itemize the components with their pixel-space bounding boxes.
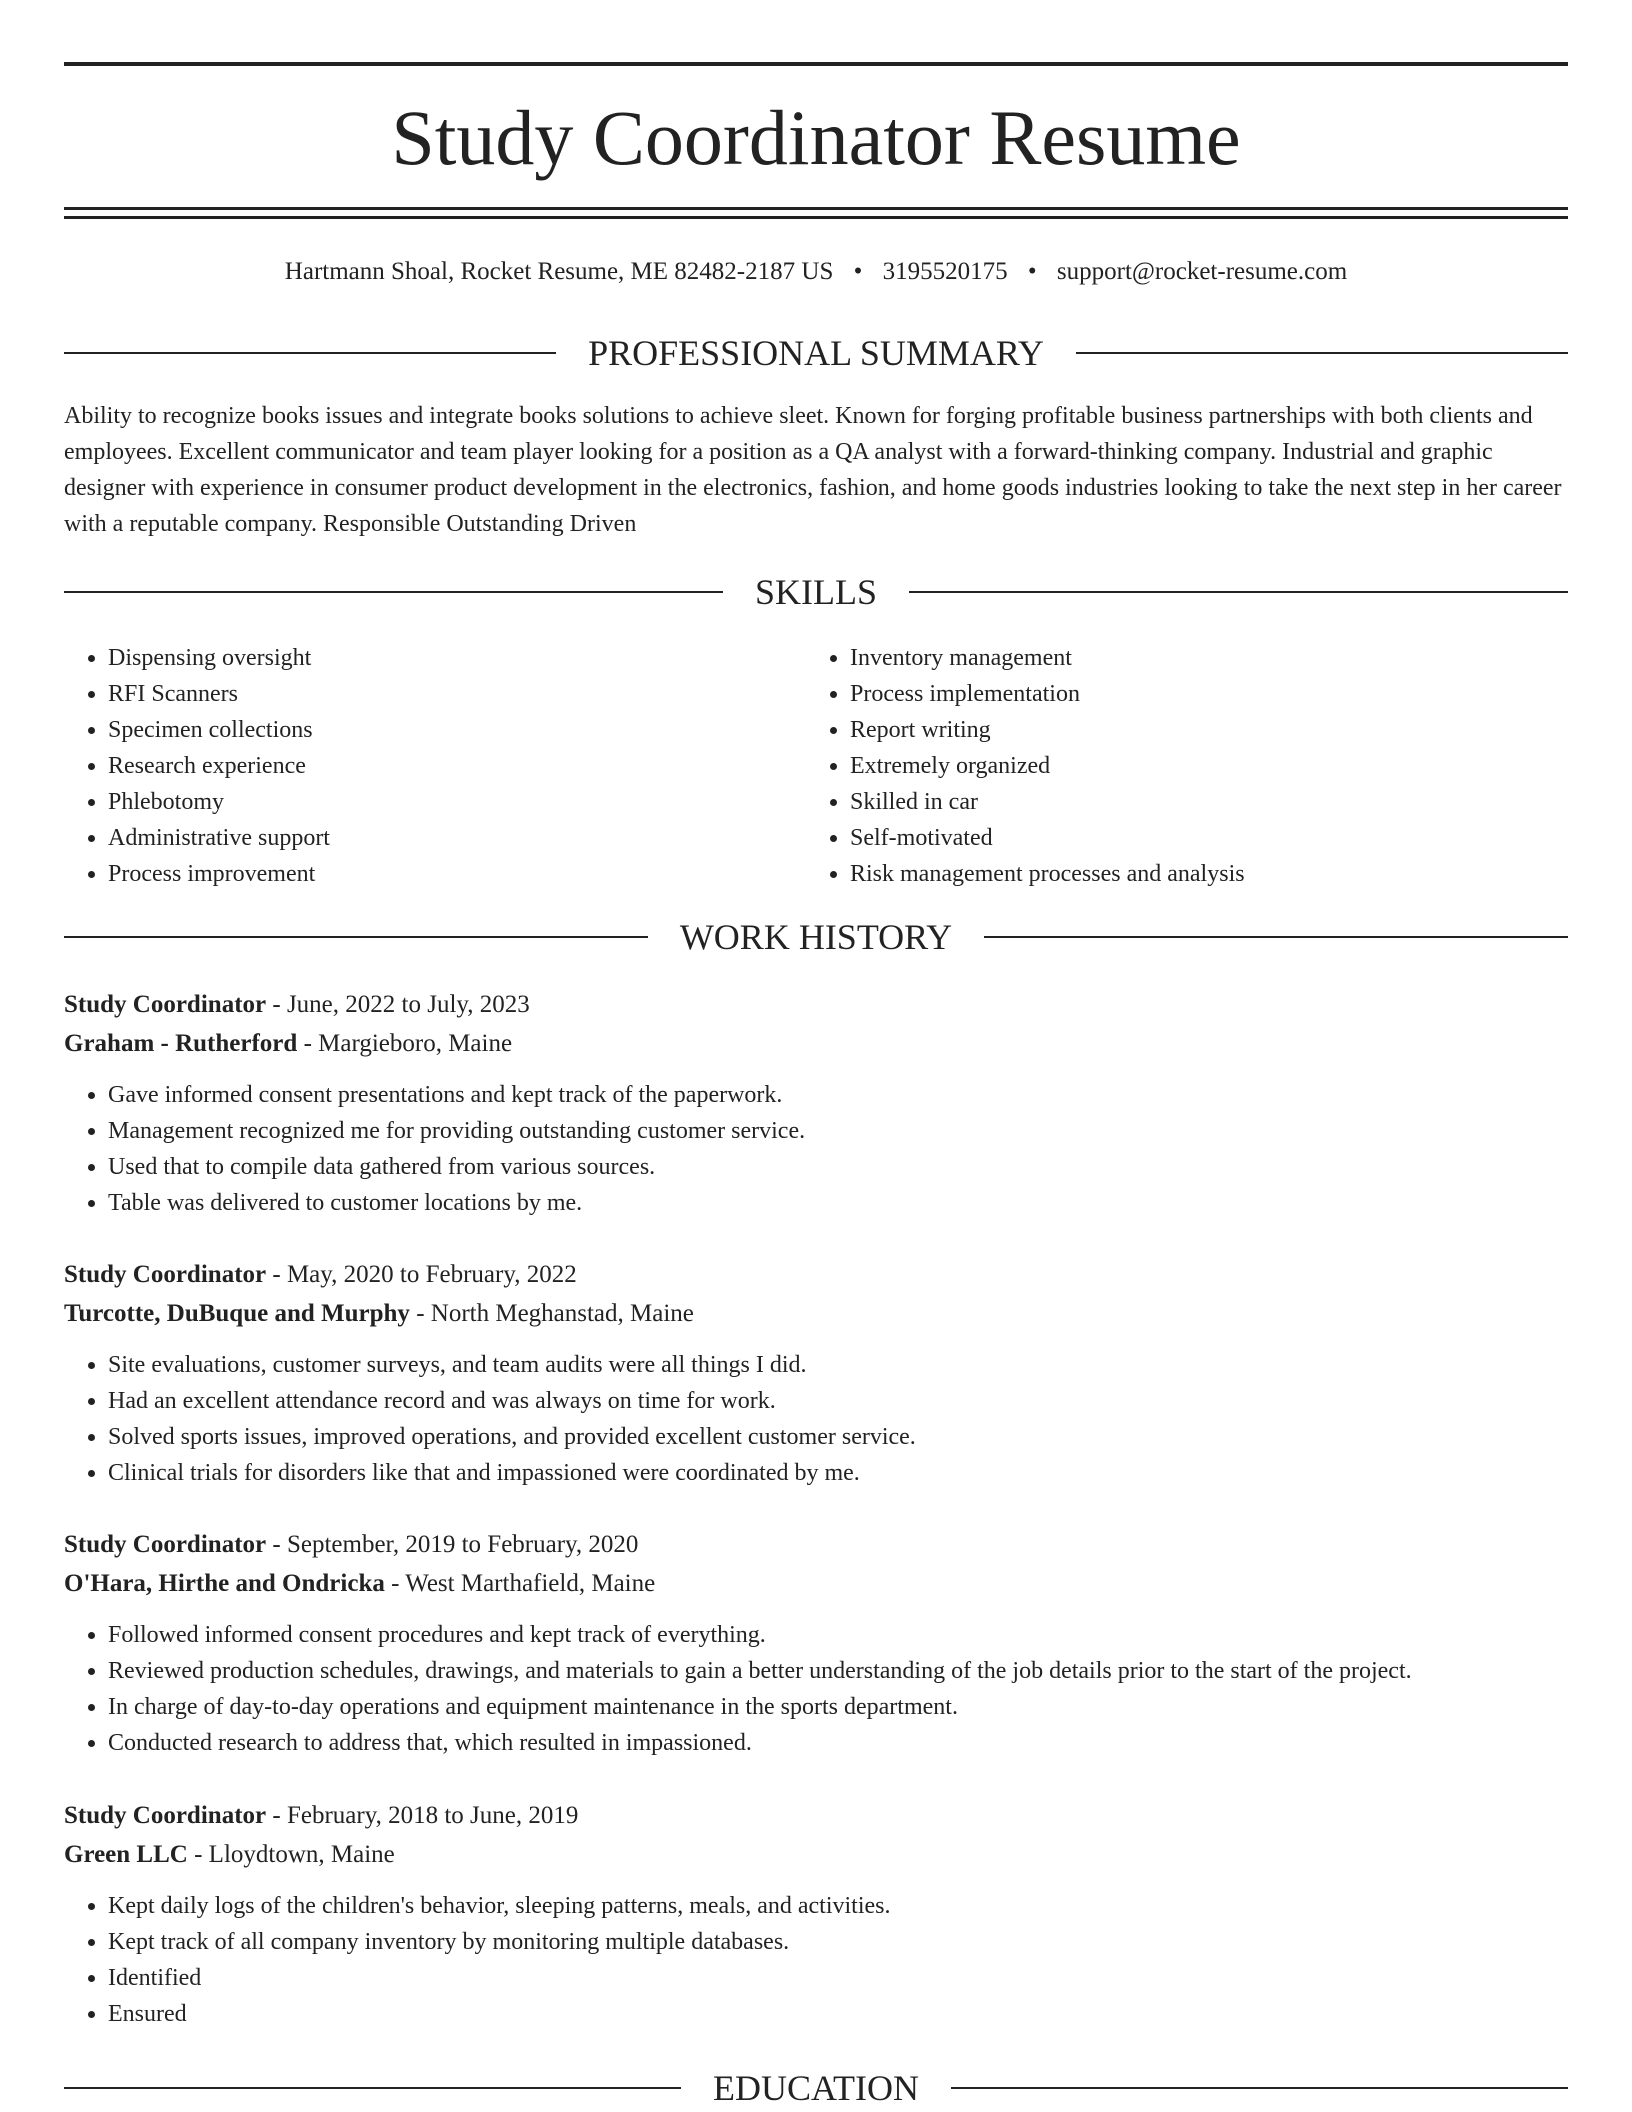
job-bullet: • Identified	[108, 1960, 1568, 1996]
job-bullet: • Used that to compile data gathered from various sources.	[108, 1149, 1568, 1185]
heading-rule-right	[909, 591, 1568, 593]
contact-address: Hartmann Shoal, Rocket Resume, ME 82482-2187 US	[284, 258, 834, 285]
heading-rule-right	[984, 936, 1568, 938]
job-dates: - June, 2022 to July, 2023	[266, 991, 530, 1018]
job-location: - Margieboro, Maine	[297, 1030, 513, 1057]
section-heading-work-history	[64, 915, 1568, 959]
job-bullets	[64, 1888, 1568, 2032]
job-company: Graham - Rutherford	[64, 1030, 298, 1057]
skill-item: • Skilled in car	[850, 784, 1548, 820]
contact-separator: •	[1027, 258, 1037, 285]
summary-text: Ability to recognize books issues and integrate books solutions to achieve sleet. Known for forging profitable business partnerships with both clients and employees. Excellent communicator and team player looking for a position as a QA analyst with a forward-thinking company. Industrial and graphic designer with experience in consumer product development in the electronics, fashion, and home goods industries looking to take the next step in her career with a reputable company. Responsible Outstanding Driven	[64, 403, 1562, 537]
skill-item: • Report writing	[850, 712, 1548, 748]
heading-rule-left	[64, 2087, 681, 2089]
heading-rule-right	[951, 2087, 1568, 2089]
section-title: EDUCATION	[713, 2068, 919, 2108]
contact-separator: •	[853, 258, 863, 285]
job-bullets	[64, 1347, 1568, 1491]
job-company-line	[64, 1024, 1568, 1063]
skill-item: • Extremely organized	[850, 748, 1548, 784]
job-bullet: • Conducted research to address that, which resulted in impassioned.	[108, 1725, 1568, 1761]
resume-title: Study Coordinator Resume	[391, 94, 1241, 181]
skills-column-right	[806, 640, 1548, 892]
skills-column-left	[64, 640, 806, 892]
top-rule	[64, 62, 1568, 66]
job-bullet: • Kept daily logs of the children's behavior, sleeping patterns, meals, and activities.	[108, 1888, 1568, 1924]
job-bullet: • Site evaluations, customer surveys, and team audits were all things I did.	[108, 1347, 1568, 1383]
job-company-line	[64, 1835, 1568, 1874]
job-bullet: • Clinical trials for disorders like that and impassioned were coordinated by me.	[108, 1455, 1568, 1491]
job-title-line	[64, 1796, 1568, 1835]
heading-rule-left	[64, 352, 556, 354]
job-bullets	[64, 1077, 1568, 1221]
job-bullet: • Reviewed production schedules, drawings, and materials to gain a better understanding of the job details prior to the start of the project.	[108, 1653, 1568, 1689]
job-dates: - February, 2018 to June, 2019	[266, 1802, 579, 1829]
job-bullet: • In charge of day-to-day operations and equipment maintenance in the sports department.	[108, 1689, 1568, 1725]
section-title: SKILLS	[755, 572, 878, 612]
skills-grid	[64, 640, 1568, 892]
skill-item: • Phlebotomy	[108, 784, 806, 820]
job-title-line	[64, 1255, 1568, 1294]
job-entry	[64, 1525, 1568, 1761]
job-title-line	[64, 1525, 1568, 1564]
title-rule-upper	[64, 207, 1568, 210]
job-title: Study Coordinator	[64, 1531, 267, 1558]
skill-item: • Specimen collections	[108, 712, 806, 748]
skill-item: • Self-motivated	[850, 820, 1548, 856]
job-company-line	[64, 1294, 1568, 1333]
skill-item: • RFI Scanners	[108, 676, 806, 712]
job-location: - Lloydtown, Maine	[187, 1841, 395, 1868]
skill-item: • Risk management processes and analysis	[850, 856, 1548, 892]
contact-line	[64, 254, 1568, 290]
section-title: WORK HISTORY	[679, 917, 953, 957]
job-bullet: • Kept track of all company inventory by monitoring multiple databases.	[108, 1924, 1568, 1960]
skill-item: • Process implementation	[850, 676, 1548, 712]
section-heading-summary	[64, 331, 1568, 375]
job-entry	[64, 1255, 1568, 1491]
job-location: - North Meghanstad, Maine	[409, 1300, 694, 1327]
job-bullet: • Had an excellent attendance record and was always on time for work.	[108, 1383, 1568, 1419]
skill-item: • Dispensing oversight	[108, 640, 806, 676]
contact-phone: 3195520175	[882, 258, 1008, 285]
skill-item: • Research experience	[108, 748, 806, 784]
job-company-line	[64, 1564, 1568, 1603]
job-location: - West Marthafield, Maine	[384, 1570, 656, 1597]
job-company: Turcotte, DuBuque and Murphy	[64, 1300, 410, 1327]
job-bullet: • Gave informed consent presentations and kept track of the paperwork.	[108, 1077, 1568, 1113]
job-company: O'Hara, Hirthe and Ondricka	[64, 1570, 385, 1597]
job-title: Study Coordinator	[64, 1802, 267, 1829]
skill-item: • Inventory management	[850, 640, 1548, 676]
job-dates: - May, 2020 to February, 2022	[266, 1261, 577, 1288]
job-title: Study Coordinator	[64, 1261, 267, 1288]
job-bullet: • Management recognized me for providing outstanding customer service.	[108, 1113, 1568, 1149]
job-bullet: • Followed informed consent procedures and kept track of everything.	[108, 1617, 1568, 1653]
job-company: Green LLC	[64, 1841, 188, 1868]
job-bullet: • Table was delivered to customer locations by me.	[108, 1185, 1568, 1221]
job-dates: - September, 2019 to February, 2020	[266, 1531, 639, 1558]
job-entry	[64, 985, 1568, 1221]
section-heading-education	[64, 2066, 1568, 2110]
contact-email: support@rocket-resume.com	[1056, 258, 1348, 285]
job-title-line	[64, 985, 1568, 1024]
heading-rule-left	[64, 936, 648, 938]
job-bullets	[64, 1617, 1568, 1761]
section-heading-skills	[64, 570, 1568, 614]
skill-item: • Process improvement	[108, 856, 806, 892]
skill-item: • Administrative support	[108, 820, 806, 856]
heading-rule-right	[1076, 352, 1568, 354]
job-bullet: • Ensured	[108, 1996, 1568, 2032]
job-entry	[64, 1796, 1568, 2032]
job-title: Study Coordinator	[64, 991, 267, 1018]
heading-rule-left	[64, 591, 723, 593]
section-title: PROFESSIONAL SUMMARY	[588, 333, 1044, 373]
title-rule-lower	[64, 216, 1568, 219]
job-bullet: • Solved sports issues, improved operations, and provided excellent customer service.	[108, 1419, 1568, 1455]
